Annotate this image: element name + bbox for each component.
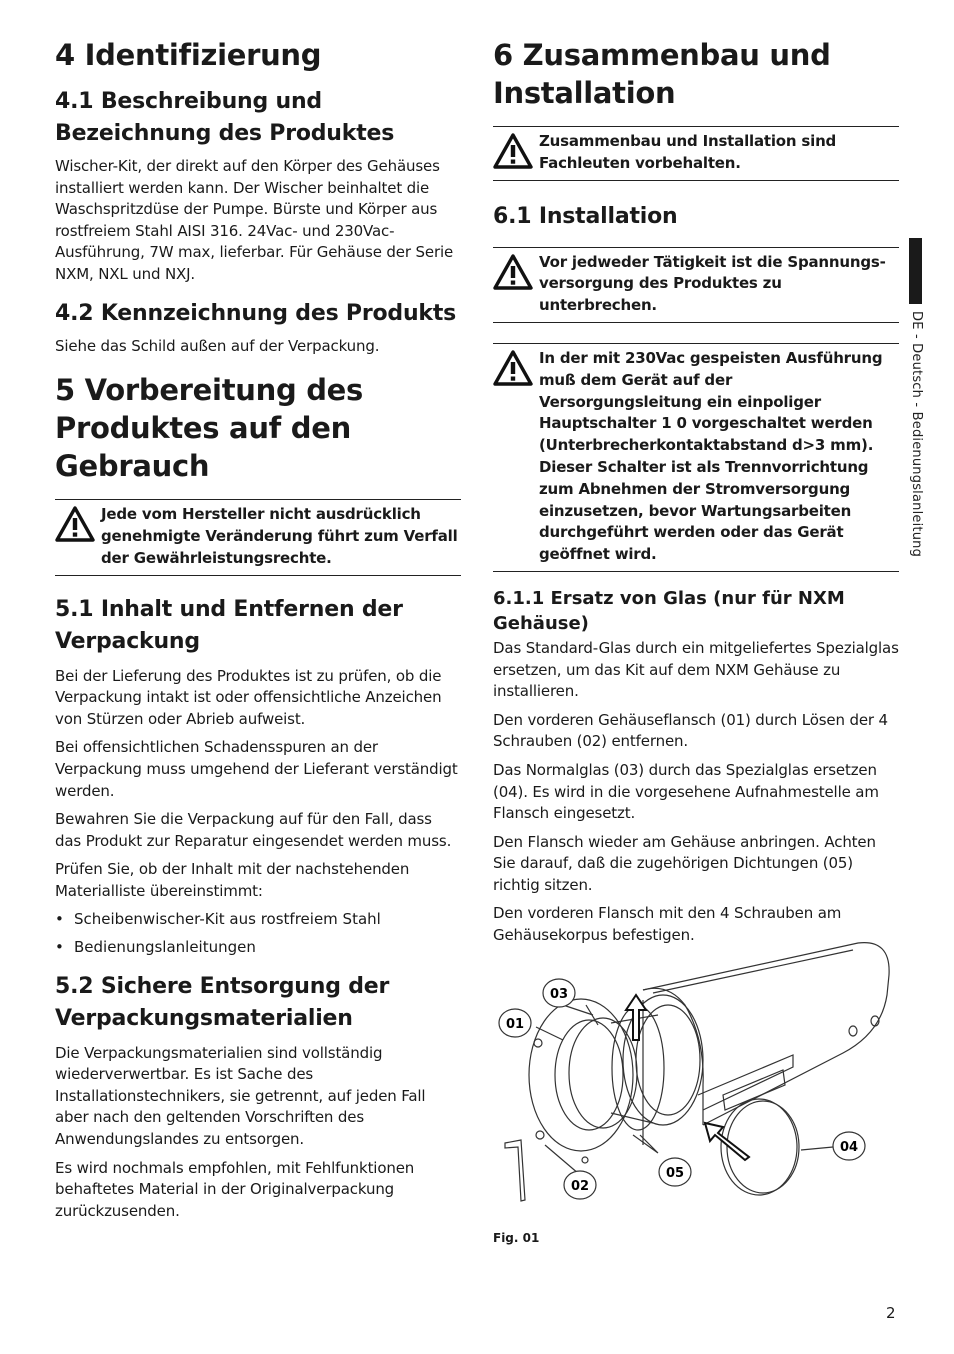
warning-box-installation [493, 126, 899, 181]
side-language-label: DE - Deutsch - Bedienungslanleitung [909, 311, 924, 558]
bullet: • [55, 910, 64, 929]
figure-caption: Fig. 01 [493, 1231, 540, 1245]
warning-text: Vor jedweder Tätigkeit ist die Spannungs-versorgung des Produktes zu unterbrechen. [539, 252, 886, 315]
section-6-1-1-para-4: Den Flansch wieder am Gehäuse anbringen. Achten Sie darauf, daß die zugehörigen Dichtungen (05) richtig sitzen. [493, 832, 876, 894]
section-6-1-1-para-5: Den vorderen Flansch mit den 4 Schrauben am Gehäusekorpus befestigen. [493, 904, 842, 945]
list-item [55, 937, 461, 959]
section-4-2-title: 4.2 Kennzeichnung des Produkts [55, 300, 457, 326]
warning-box-main-switch [493, 343, 899, 572]
bullet: • [55, 938, 64, 957]
section-5-title: 5 Vorbereitung des Produktes auf den Gebrauch [55, 373, 363, 484]
warning-triangle-icon [493, 131, 539, 173]
section-5-1-title: 5.1 Inhalt und Entfernen der Verpackung [55, 596, 403, 654]
list-item-text: Scheibenwischer-Kit aus rostfreiem Stahl [74, 910, 381, 929]
section-5-1-para-2: Bei offensichtlichen Schadensspuren an der Verpackung muss umgehend der Lieferant verständigt werden. [55, 738, 458, 800]
section-6-1-1-para-3: Das Normalglas (03) durch das Spezialglas ersetzen (04). Es wird in die vorgesehene Aufnahmestelle am Flansch eingesetzt. [493, 760, 879, 823]
warning-triangle-icon [55, 504, 101, 546]
svg-text:03: 03 [549, 987, 569, 1002]
callout-05 [659, 1158, 691, 1186]
warning-text: Jede vom Hersteller nicht ausdrücklich genehmigte Veränderung führt zum Verfall der Gewährleistungsrechte. [101, 505, 458, 567]
contents-list [55, 909, 461, 958]
section-5-1-para-1: Bei der Lieferung des Produktes ist zu prüfen, ob die Verpackung intakt ist oder offensichtliche Anzeichen von Stürzen oder Abrieb aufweist. [55, 666, 442, 728]
left-column [55, 36, 461, 1229]
section-4-1-text: Wischer-Kit, der direkt auf den Körper des Gehäuses installiert werden kann. Der Wischer beinhaltet die Waschspritzdüse der Pumpe. Bürste und Körper aus rostfreiem Stahl AISI 316. 24Vac- und 230Vac-Ausführung, 7W max, lieferbar. Für Gehäuse der Serie NXM, NXL und NXJ. [55, 157, 454, 283]
warning-text: Zusammenbau und Installation sind Fachleuten vorbehalten. [539, 132, 837, 172]
section-4-title: 4 Identifizierung [55, 38, 322, 72]
svg-text:02: 02 [570, 1179, 590, 1194]
svg-text:04: 04 [839, 1140, 859, 1155]
warning-triangle-icon [493, 348, 539, 390]
page-number: 2 [886, 1304, 896, 1322]
section-4-2-text: Siehe das Schild außen auf der Verpackung. [55, 336, 380, 355]
section-6-1-title: 6.1 Installation [493, 203, 678, 229]
section-6-1-1-title: 6.1.1 Ersatz von Glas (nur für NXM Gehäuse) [493, 587, 845, 634]
list-item-text: Bedienungslanleitungen [74, 938, 256, 957]
section-5-2-para-1: Die Verpackungsmaterialien sind vollständig wiederverwertbar. Es ist Sache des Installationstechnikers, sie getrennt, auf jeden Fall aber nach den geltenden Vorschriften des Anwendungslandes zu entsorgen. [55, 1043, 426, 1149]
svg-text:05: 05 [665, 1166, 685, 1181]
callout-03 [543, 979, 575, 1007]
section-6-title: 6 Zusammenbau und Installation [493, 38, 831, 110]
warning-triangle-icon [493, 252, 539, 294]
housing-exploded-diagram [493, 935, 899, 1225]
section-5-2-title: 5.2 Sichere Entsorgung der Verpackungsmaterialien [55, 973, 390, 1031]
warning-box-power [493, 247, 899, 323]
list-item [55, 909, 461, 931]
section-6-1-1-para-2: Den vorderen Gehäuseflansch (01) durch Lösen der 4 Schrauben (02) entfernen. [493, 710, 888, 751]
section-5-2-para-2: Es wird nochmals empfohlen, mit Fehlfunktionen behaftetes Material in der Originalverpackung zurückzusenden. [55, 1158, 415, 1220]
callout-01 [499, 1009, 531, 1037]
section-4-1-title: 4.1 Beschreibung und Bezeichnung des Produktes [55, 89, 395, 146]
section-6-1-1-para-1: Das Standard-Glas durch ein mitgeliefertes Spezialglas ersetzen, um das Kit auf dem NXM Gehäuse zu installieren. [493, 638, 899, 701]
warning-text: In der mit 230Vac gespeisten Ausführung muß dem Gerät auf der Versorgungsleitung ein einpoliger Hauptschalter 1 0 vorgeschaltet werden (Unterbrecherkontaktabstand d>3 mm). Dieser Schalter ist als Trennvorrichtung zum Abnehmen der Stromversorgung einzusetzen, bevor Wartungsarbeiten durchgeführt werden oder das Gerät geöffnet wird. [539, 348, 883, 564]
section-5-1-para-4: Prüfen Sie, ob der Inhalt mit der nachstehenden Materialliste übereinstimmt: [55, 860, 410, 900]
callout-04 [833, 1132, 865, 1160]
section-5-1-para-3: Bewahren Sie die Verpackung auf für den Fall, dass das Produkt zur Reparatur eingesendet werden muss. [55, 810, 452, 850]
warning-box-warranty [55, 499, 461, 575]
callout-02 [564, 1171, 596, 1199]
right-column [493, 36, 899, 954]
figure-glass-replacement [493, 935, 899, 1225]
svg-text:01: 01 [505, 1017, 525, 1032]
language-tab-marker [909, 238, 922, 304]
